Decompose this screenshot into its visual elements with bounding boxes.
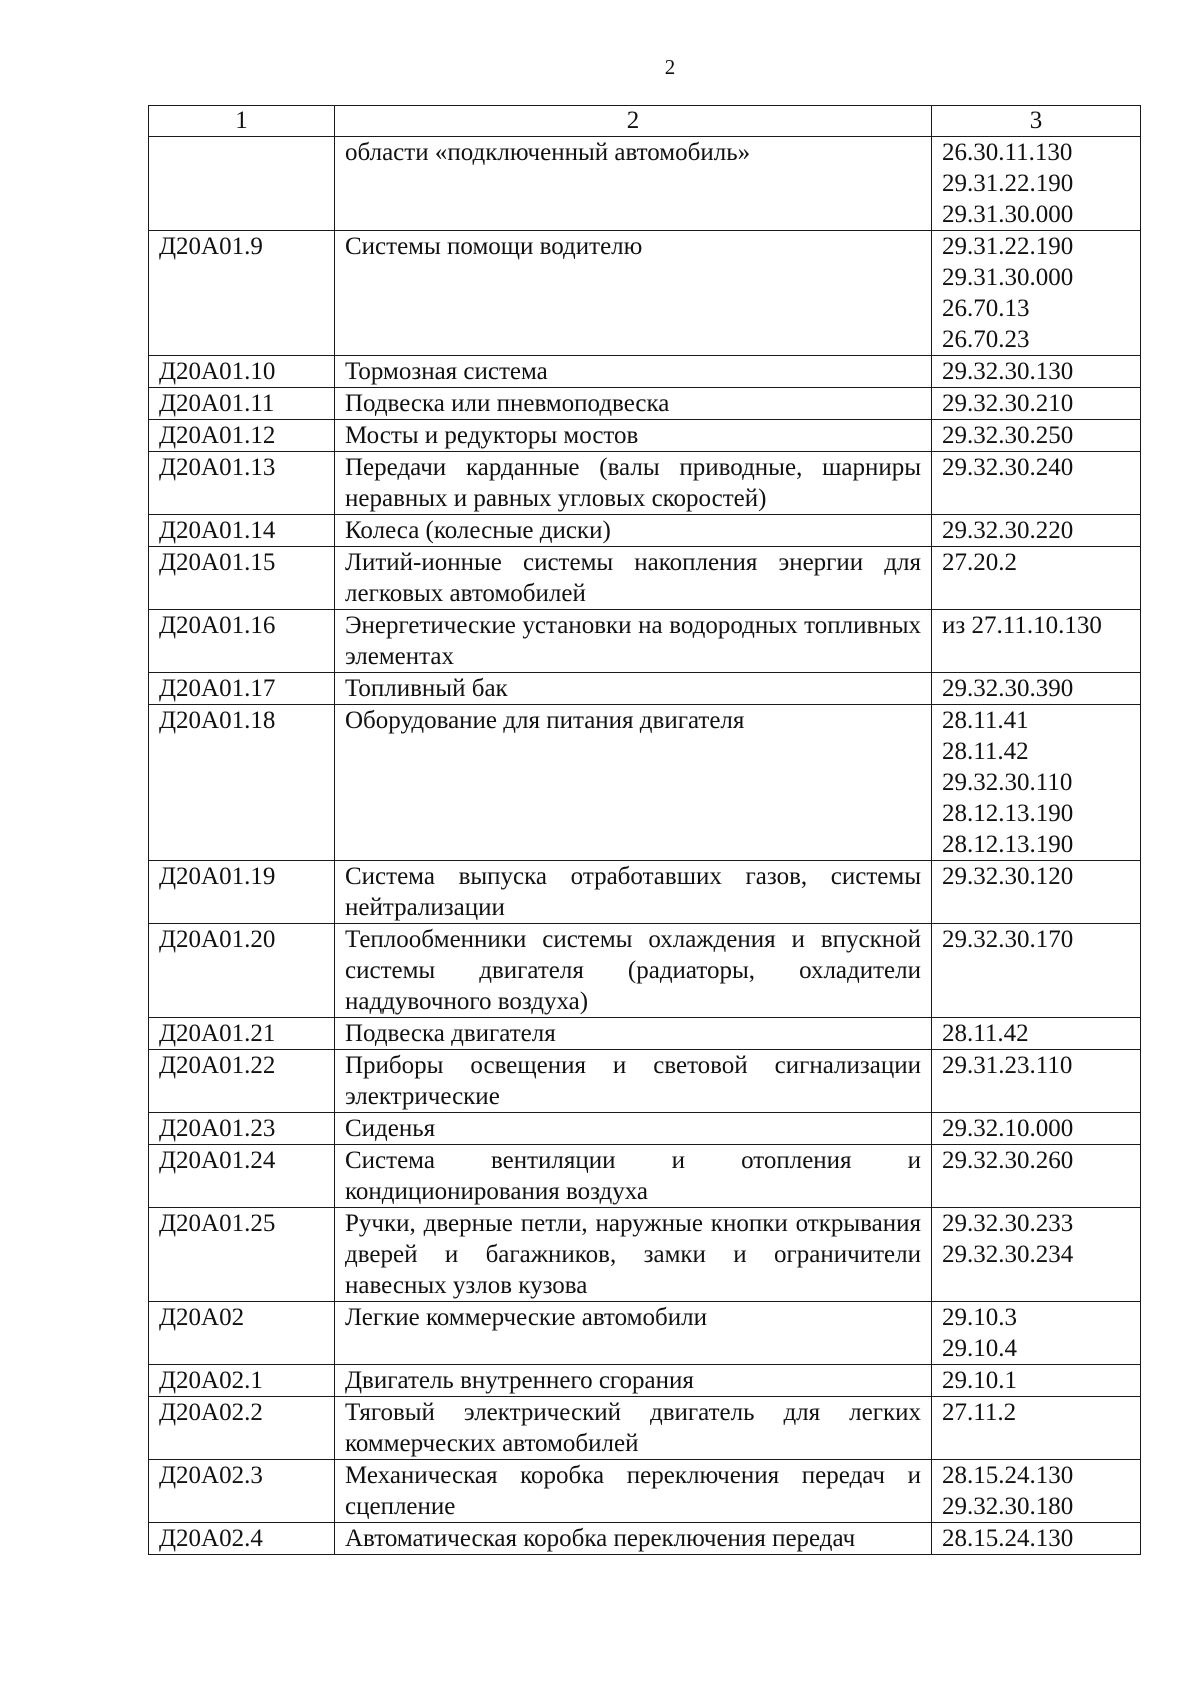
okpd-code: 29.32.30.390 [942,675,1074,702]
okpd-code: 29.32.30.250 [942,422,1074,449]
table-row [149,1208,1141,1302]
okpd-code: 29.31.30.000 [942,264,1074,291]
okpd-code: 28.11.42 [942,738,1029,765]
table-row [149,547,1141,610]
okpd-code: 29.32.30.233 [942,1210,1074,1237]
okpd-code: 29.32.30.110 [942,769,1073,796]
row-description: Колеса (колесные диски) [335,515,932,547]
row-okpd-codes [932,452,1141,515]
row-okpd-codes [932,1050,1141,1113]
okpd-code: 29.32.30.240 [942,454,1074,481]
row-description: Теплообменники системы охлаждения и впускной системы двигателя (радиаторы, охладители наддувочного воздуха) [335,924,932,1018]
row-description: Система выпуска отработавших газов, системы нейтрализации [335,861,932,924]
row-code: Д20А01.18 [149,705,335,861]
row-code: Д20А01.23 [149,1113,335,1145]
row-okpd-codes [932,231,1141,356]
row-okpd-codes [932,1145,1141,1208]
table-row [149,1145,1141,1208]
table-body [149,137,1141,1555]
table-row [149,356,1141,388]
okpd-code: 27.11.2 [942,1399,1017,1426]
row-code: Д20А01.17 [149,673,335,705]
row-okpd-codes [932,1208,1141,1302]
row-okpd-codes [932,388,1141,420]
row-code: Д20А01.21 [149,1018,335,1050]
row-description: Система вентиляции и отопления и кондиционирования воздуха [335,1145,932,1208]
row-description: Сиденья [335,1113,932,1145]
okpd-code: 29.10.1 [942,1367,1017,1394]
table-row [149,1302,1141,1365]
row-description: Тормозная система [335,356,932,388]
row-description: Приборы освещения и световой сигнализации электрические [335,1050,932,1113]
okpd-code: 26.30.11.130 [942,139,1073,166]
okpd-code: 28.15.24.130 [942,1462,1074,1489]
row-okpd-codes [932,515,1141,547]
row-okpd-codes [932,1365,1141,1397]
table-row [149,924,1141,1018]
row-code: Д20А02 [149,1302,335,1365]
okpd-code: 29.32.30.260 [942,1147,1074,1174]
row-okpd-codes [932,861,1141,924]
okpd-code: 29.32.30.234 [942,1241,1074,1268]
table-row [149,1050,1141,1113]
okpd-code: 28.12.13.190 [942,831,1074,858]
row-code: Д20А01.22 [149,1050,335,1113]
row-description: Автоматическая коробка переключения передач [335,1523,932,1555]
row-description: Мосты и редукторы мостов [335,420,932,452]
table-row [149,1113,1141,1145]
row-description: Подвеска или пневмоподвеска [335,388,932,420]
okpd-code: 26.70.23 [942,326,1030,353]
row-code: Д20А01.24 [149,1145,335,1208]
header-row [149,106,1141,137]
row-code: Д20А01.15 [149,547,335,610]
table-row [149,1365,1141,1397]
okpd-code: 29.10.3 [942,1304,1017,1331]
okpd-code: 28.15.24.130 [942,1525,1074,1552]
table-row [149,420,1141,452]
table-row [149,1397,1141,1460]
row-code: Д20А01.14 [149,515,335,547]
table-row [149,1523,1141,1555]
okpd-code: 28.12.13.190 [942,800,1074,827]
table-row [149,1018,1141,1050]
row-okpd-codes [932,610,1141,673]
table-row [149,610,1141,673]
row-okpd-codes [932,924,1141,1018]
table-header [149,106,1141,137]
table-row [149,388,1141,420]
row-code: Д20А02.2 [149,1397,335,1460]
okpd-code: 26.70.13 [942,295,1030,322]
row-code: Д20А01.19 [149,861,335,924]
okpd-code: 29.32.30.130 [942,358,1074,385]
table-row [149,137,1141,231]
okpd-code: 29.32.30.170 [942,926,1074,953]
row-code: Д20А02.3 [149,1460,335,1523]
row-code: Д20А01.25 [149,1208,335,1302]
row-okpd-codes [932,1523,1141,1555]
row-description: Передачи карданные (валы приводные, шарниры неравных и равных угловых скоростей) [335,452,932,515]
classification-table [148,105,1141,1555]
row-code: Д20А01.20 [149,924,335,1018]
row-okpd-codes [932,1397,1141,1460]
table-row [149,452,1141,515]
okpd-code: 28.11.42 [942,1020,1029,1047]
row-code: Д20А01.10 [149,356,335,388]
column-header-okpd: 3 [932,106,1141,137]
okpd-code: 29.10.4 [942,1335,1017,1362]
okpd-code: 29.31.30.000 [942,201,1074,228]
row-description: Легкие коммерческие автомобили [335,1302,932,1365]
column-header-description: 2 [335,106,932,137]
row-okpd-codes [932,547,1141,610]
row-description: Оборудование для питания двигателя [335,705,932,861]
row-code: Д20А02.1 [149,1365,335,1397]
row-okpd-codes [932,1460,1141,1523]
row-code: Д20А01.13 [149,452,335,515]
table-row [149,515,1141,547]
table-row [149,673,1141,705]
row-code: Д20А02.4 [149,1523,335,1555]
table-row [149,231,1141,356]
okpd-code: 29.32.30.210 [942,390,1074,417]
row-okpd-codes [932,1018,1141,1050]
okpd-code: 29.32.10.000 [942,1115,1074,1142]
page-number: 2 [664,55,676,79]
okpd-code: 29.32.30.120 [942,863,1074,890]
okpd-code: 27.20.2 [942,549,1017,576]
row-description: Ручки, дверные петли, наружные кнопки открывания дверей и багажников, замки и ограничители навесных узлов кузова [335,1208,932,1302]
row-description: области «подключенный автомобиль» [335,137,932,231]
row-description: Механическая коробка переключения передач и сцепление [335,1460,932,1523]
row-description: Системы помощи водителю [335,231,932,356]
row-okpd-codes [932,1113,1141,1145]
row-description: Литий-ионные системы накопления энергии для легковых автомобилей [335,547,932,610]
row-description: Энергетические установки на водородных топливных элементах [335,610,932,673]
row-description: Двигатель внутреннего сгорания [335,1365,932,1397]
row-code: Д20А01.16 [149,610,335,673]
row-description: Топливный бак [335,673,932,705]
table-row [149,861,1141,924]
column-header-code: 1 [149,106,335,137]
table-row [149,705,1141,861]
row-okpd-codes [932,356,1141,388]
row-code: Д20А01.11 [149,388,335,420]
okpd-code: 29.32.30.180 [942,1493,1074,1520]
row-code: Д20А01.9 [149,231,335,356]
row-okpd-codes [932,705,1141,861]
okpd-code: 29.31.22.190 [942,233,1074,260]
row-okpd-codes [932,420,1141,452]
table-row [149,1460,1141,1523]
row-okpd-codes [932,1302,1141,1365]
okpd-code: 29.31.23.110 [942,1052,1073,1079]
row-okpd-codes [932,137,1141,231]
row-code: Д20А01.12 [149,420,335,452]
okpd-code: 29.32.30.220 [942,517,1074,544]
okpd-code: из 27.11.10.130 [942,612,1102,639]
row-okpd-codes [932,673,1141,705]
row-description: Подвеска двигателя [335,1018,932,1050]
okpd-code: 29.31.22.190 [942,170,1074,197]
row-description: Тяговый электрический двигатель для легких коммерческих автомобилей [335,1397,932,1460]
row-code [149,137,335,231]
okpd-code: 28.11.41 [942,707,1029,734]
